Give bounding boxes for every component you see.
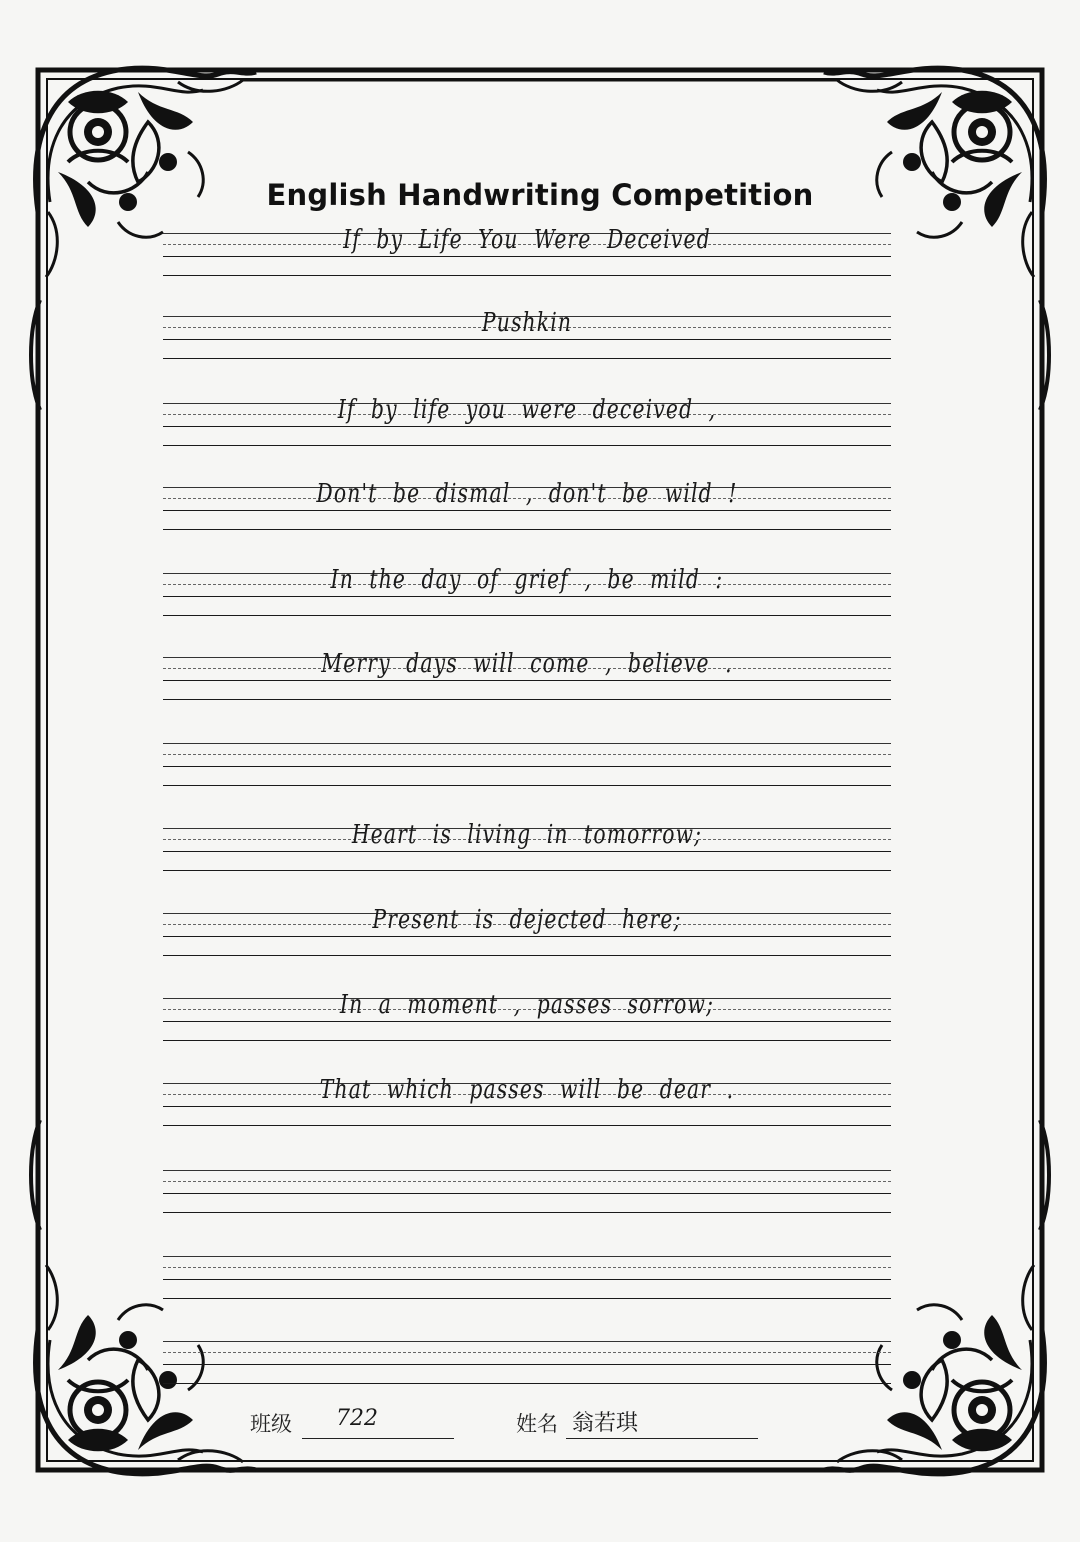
guide-line (163, 754, 891, 755)
writing-row (163, 1256, 891, 1300)
writing-row (163, 990, 891, 1042)
guide-line (163, 596, 891, 597)
guide-line (163, 1181, 891, 1182)
handwritten-line: If by life you were deceived , (337, 395, 717, 425)
guide-line (163, 510, 891, 511)
writing-row (163, 905, 891, 957)
guide-line (163, 955, 891, 956)
handwritten-line: Don't be dismal , don't be wild ! (316, 479, 738, 509)
handwritten-line: Merry days will come , believe . (321, 649, 733, 679)
guide-line (163, 426, 891, 427)
class-value: 722 (336, 1406, 378, 1431)
guide-line (163, 1193, 891, 1194)
writing-row (163, 820, 891, 872)
guide-line (163, 1298, 891, 1299)
handwritten-line: Present is dejected here; (372, 905, 682, 935)
student-info (0, 1404, 1080, 1444)
guide-line (163, 275, 891, 276)
guide-line (163, 680, 891, 681)
writing-row (163, 1170, 891, 1214)
guide-line (163, 766, 891, 767)
guide-line (163, 1021, 891, 1022)
guide-line (163, 445, 891, 446)
guide-line (163, 743, 891, 744)
guide-line (163, 1267, 891, 1268)
handwritten-line: In a moment , passes sorrow; (339, 990, 715, 1020)
guide-line (163, 1040, 891, 1041)
guide-line (163, 785, 891, 786)
guide-line (163, 358, 891, 359)
writing-row (163, 649, 891, 701)
guide-line (163, 1279, 891, 1280)
name-label: 姓名 (516, 1412, 558, 1436)
writing-row (163, 565, 891, 617)
page-title: English Handwriting Competition (266, 178, 814, 212)
writing-row (163, 479, 891, 531)
handwritten-line: If by Life You Were Deceived (343, 225, 711, 255)
guide-line (163, 529, 891, 530)
guide-line (163, 1212, 891, 1213)
handwritten-line: In the day of grief , be mild : (330, 565, 724, 595)
name-value: 翁若琪 (572, 1411, 639, 1436)
guide-line (163, 1364, 891, 1365)
handwritten-line: Pushkin (481, 308, 573, 338)
guide-line (163, 699, 891, 700)
guide-line (163, 936, 891, 937)
writing-row (163, 395, 891, 447)
handwritten-line: Heart is living in tomorrow; (351, 820, 703, 850)
guide-line (163, 256, 891, 257)
writing-row (163, 743, 891, 787)
guide-line (163, 339, 891, 340)
writing-row (163, 308, 891, 360)
class-underline (302, 1438, 454, 1439)
guide-line (163, 1106, 891, 1107)
writing-row (163, 1341, 891, 1385)
guide-line (163, 615, 891, 616)
guide-line (163, 1256, 891, 1257)
guide-line (163, 851, 891, 852)
writing-row (163, 225, 891, 277)
guide-line (163, 870, 891, 871)
name-underline (566, 1438, 758, 1439)
writing-row (163, 1075, 891, 1127)
class-label: 班级 (250, 1412, 292, 1436)
guide-line (163, 1125, 891, 1126)
guide-line (163, 1352, 891, 1353)
guide-line (163, 1341, 891, 1342)
guide-line (163, 1170, 891, 1171)
guide-line (163, 1383, 891, 1384)
handwritten-line: That which passes will be dear . (319, 1075, 735, 1105)
